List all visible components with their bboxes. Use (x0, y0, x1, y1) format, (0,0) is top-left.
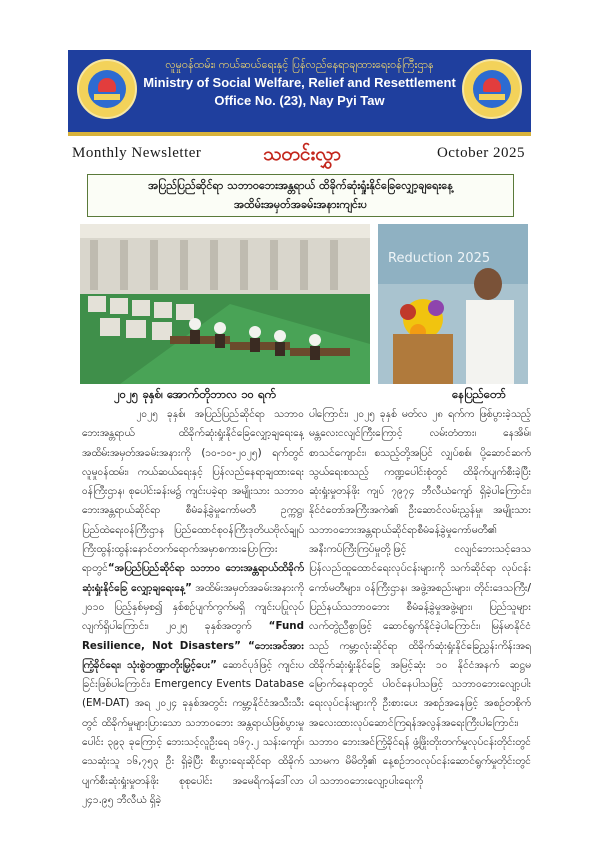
article-paragraph-2: အထိမ်းအမှတ်အခမ်းအနားကို ၂၀၁၀ ပြည့်နှစ်မှစ၍ နှစ်စဉ်ပျက်ကွက်မရှိ ကျင်းပပြုလုပ်လျက်ရှိပါကြောင်း၊ ၂၀၂၅ ခုနှစ်အတွက် (82, 581, 304, 633)
ministry-emblem-right-icon (462, 59, 522, 119)
speaker-photo (378, 224, 528, 384)
article-column-right (309, 405, 531, 835)
newsletter-bar (68, 138, 531, 172)
article-paragraph-3: ဆောင်ပုဒ်ဖြင့် ကျင်းပခြင်းဖြစ်ပါကြောင်း၊ Emergency Events Database (EM-DAT) အရ ၂၀၂၄ ခုနှစ်အတွင်း ကမ္ဘာ့နိုင်ငံအသီးသီးတွင် ထိခိုက်မှုများပြားသော သဘာဝဘေး အန္တရာယ်ဖြစ်ပွားမှုပေါင်း ၃၉၃ ခုကြောင့် ဘေးသင့်လူဦးရေ ၁၆၇.၂ သန်းကျော်၊ သေဆုံးသူ ၁၆,၇၅၃ ဦး ရှိခဲ့ပြီး စီးပွားရေးဆိုင်ရာ ထိခိုက် ပျက်စီးဆုံးရှုံးမှုတန်ဖိုး စုစုပေါင်း အမေရိကန်ဒေါ်လာ ၂၄၁.၉၅ ဘီလီယံ ရှိခဲ့ (82, 658, 304, 806)
theme-slogan: “Fund Resilience, Not Disasters” “ဘေးအင်အားကြံ့ခိုင်ရေး၊ သုံးစွဲဘဏ္ဍာတိုးမြှင့်ပေး” (82, 620, 304, 671)
article-column-left (82, 405, 304, 835)
headline-box (87, 174, 514, 217)
event-name-quote: “အပြည်ပြည်ဆိုင်ရာ သဘာဝ ဘေးအန္တရာယ်ထိခိုက်ဆုံးရှုံးနိုင်ခြေ လျှော့ချရေးနေ့” (82, 562, 304, 594)
ministry-name-english: Ministry of Social Welfare, Relief and Resettlement (143, 75, 456, 90)
headline-line-1: အပြည်ပြည်ဆိုင်ရာ သဘာဝဘေးအန္တရာယ် ထိခိုက်ဆုံးရှုံးနိုင်ခြေလျှော့ချရေးနေ့ (148, 179, 453, 192)
event-hall-photo (80, 224, 370, 384)
headline-line-2: အထိမ်းအမှတ်အခမ်းအနားကျင်းပ (233, 198, 368, 211)
masthead-divider (68, 132, 531, 136)
office-address: Office No. (23), Nay Pyi Taw (214, 93, 385, 108)
article-paragraph-4: ပါကြောင်း၊ ၂၀၂၅ ခုနှစ် မတ်လ ၂၈ ရက်က ဖြစ်ပွားခဲ့သည့် မန္တလေးငလျင်ကြီးကြောင့် လမ်းတံတား၊ နေအိမ်၊ စာသင်ကျောင်း၊ စသည့်တို့အပြင် လျှပ်စစ်၊ ပို့ဆောင်ဆက်သွယ်ရေးစသည့် ကဏ္ဍပေါင်းစုံတွင် ထိခိုက်ပျက်စီးခဲ့ပြီး ဆုံးရှုံးမှုတန်ဖိုး ကျပ် ၇၉၇၄ ဘီလီယံကျော် ရှိခဲ့ပါကြောင်း၊ နိုင်ငံတော်အကြီးအကဲ၏ ဦးဆောင်လမ်းညွှန်မှု၊ အမျိုးသားသဘာဝဘေးအန္တရာယ်ဆိုင်ရာစီမံခန့်ခွဲမှုကော်မတီ၏ အနီးကပ်ကြီးကြပ်မှုတို့ဖြင့် ငလျင်ဘေးသင့်ဒေသပြန်လည်ထူထောင်ရေးလုပ်ငန်းများကို သက်ဆိုင်ရာ လုပ်ငန်းကော်မတီများ၊ ဝန်ကြီးဌာန၊ အဖွဲ့အစည်းများ၊ တိုင်းဒေသကြီး/ ပြည်နယ်သဘာဝဘေး စီမံခန့်ခွဲမှုအဖွဲ့များ၊ ပြည်သူများ လက်တွဲညီစွာဖြင့် ဆောင်ရွက်နိုင်ခဲ့ပါကြောင်း၊ မြန်မာနိုင်ငံသည် ကမ္ဘာ့လုံးဆိုင်ရာ ထိခိုက်ဆုံးရှုံးနိုင်ခြေညွှန်းကိန်းအရ ထိခိုက်ဆုံးရှုံးနိုင်ခြေ အမြင့်ဆုံး ၁၀ နိုင်ငံအနက် ဆဋ္ဌမမြောက်နေရာတွင် ပါဝင်နေပါသဖြင့် သဘာဝဘေးလျော့ပါးရေးလုပ်ငန်းများကို ဦးစားပေး အစဉ်အနေဖြင့် အစဉ်တစိုက် အလေးထားလုပ်ဆောင်ကြရန်အလွန်အရေးကြီးပါကြောင်း၊ သဘာဝ ဘေးအင်ကြံ့ခိုင်ရန် ဖွံ့ဖြိုးတိုးတက်မှုလုပ်ငန်းတိုင်းတွင် သာမက မိမိတို့၏ နေ့စဉ်ဘဝလုပ်ငန်းဆောင်ရွက်မှုတိုင်းတွင်ပါ သဘာဝဘေးလျော့ပါးရေးကို (309, 408, 531, 787)
backdrop-banner-text: Reduction 2025 (388, 251, 491, 266)
newsletter-label: Monthly Newsletter (72, 145, 202, 161)
article-paragraph-1: ၂၀၂၅ ခုနှစ်၊ အပြည်ပြည်ဆိုင်ရာ သဘာဝဘေးအန္တရာယ် ထိခိုက်ဆုံးရှုံးနိုင်ခြေလျှော့ချရေးနေ့ အထိမ်းအမှတ်အခမ်းအနားကို (၁၀-၁၀-၂၀၂၅) ရက်တွင် လူမှုဝန်ထမ်း၊ ကယ်ဆယ်ရေးနှင့် ပြန်လည်နေရာချထားရေးဝန်ကြီးဌာန၊ စုပေါင်းခန်းမ၌ ကျင်းပခဲ့ရာ အမျိုးသား သဘာဝဘေးအန္တရာယ်ဆိုင်ရာ စီမံခန့်ခွဲမှုကော်မတီ ဥက္ကဋ္ဌ၊ ပြည်ထဲရေးဝန်ကြီးဌာန ပြည်ထောင်စုဝန်ကြီးဒုတိယဗိုလ်ချုပ်ကြီးထွန်းထွန်းနောင်တက်ရောက်အမှာစကားပြောကြားရာတွင် (82, 408, 304, 575)
dateline-date: ၂၀၂၅ ခုနှစ်၊ အောက်တိုဘာလ ၁၀ ရက် (114, 387, 276, 401)
ministry-emblem-left-icon (77, 59, 137, 119)
newsletter-title: သတင်းလွှာ (263, 143, 341, 165)
issue-date: October 2025 (436, 145, 525, 161)
ministry-name-myanmar: လူမှုဝန်ထမ်း၊ ကယ်ဆယ်ရေးနှင့် ပြန်လည်နေရာချထားရေးဝန်ကြီးဌာန (165, 58, 434, 71)
masthead (68, 50, 531, 132)
dateline-place: နေပြည်တော် (452, 387, 506, 401)
masthead-text (138, 56, 461, 110)
